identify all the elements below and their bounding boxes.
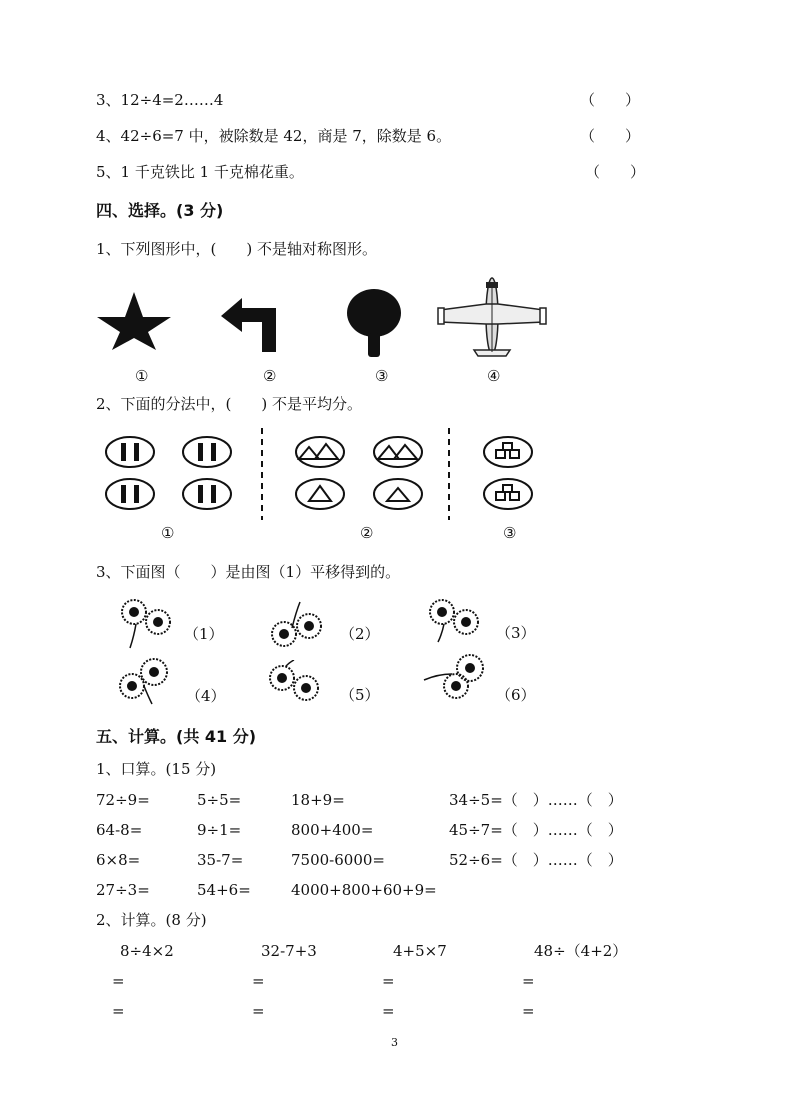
q4-1-label: ④ [487, 367, 501, 385]
flower-figure-6 [420, 652, 492, 702]
division-figures [100, 428, 540, 520]
q4-2-label: ③ [503, 524, 517, 542]
oral-calc-item: 54+6= [197, 881, 251, 899]
q4-1-label: ③ [375, 367, 389, 385]
judge-paren-4[interactable]: （ ） [580, 127, 641, 145]
oral-calc-item: 6×8= [96, 851, 141, 869]
judge-item-3: 3、12÷4=2……4 [96, 91, 224, 109]
section-5-title: 五、计算。(共 41 分) [96, 727, 257, 746]
q4-3-text: 3、下面图（ ）是由图（1）平移得到的。 [96, 563, 401, 581]
q5-1-title: 1、口算。(15 分) [96, 760, 217, 778]
q4-3-label: （4） [186, 687, 226, 705]
q4-2-text: 2、下面的分法中，( ) 不是平均分。 [96, 395, 363, 413]
judge-paren-3[interactable]: （ ） [580, 91, 641, 109]
q5-2-title: 2、计算。(8 分) [96, 911, 207, 929]
q4-3-label: （6） [496, 686, 536, 704]
calc-expression: 48÷（4+2） [534, 942, 628, 960]
flower-figure-5 [264, 660, 334, 704]
judge-paren-5[interactable]: （ ） [585, 163, 646, 181]
oral-calc-item: 4000+800+60+9= [291, 881, 437, 899]
flower-figure-4 [114, 656, 184, 706]
equals-sign: = [382, 1002, 395, 1020]
oral-calc-item: 800+400= [291, 821, 374, 839]
oral-calc-item: 7500-6000= [291, 851, 385, 869]
oral-calc-item: 72÷9= [96, 791, 150, 809]
q4-3-label: （3） [496, 624, 536, 642]
equals-sign: = [252, 1002, 265, 1020]
calc-expression: 32-7+3 [261, 942, 317, 960]
flower-figure-2 [264, 598, 334, 650]
calc-expression: 4+5×7 [393, 942, 447, 960]
equals-sign: = [522, 1002, 535, 1020]
oral-calc-item: 5÷5= [197, 791, 242, 809]
judge-item-4: 4、42÷6=7 中，被除数是 42，商是 7，除数是 6。 [96, 127, 452, 145]
equals-sign: = [112, 1002, 125, 1020]
equals-sign: = [252, 972, 265, 990]
q4-1-label: ② [263, 367, 277, 385]
q4-3-label: （1） [184, 625, 224, 643]
oral-calc-item: 27÷3= [96, 881, 150, 899]
oral-calc-item: 45÷7=（ ）……（ ） [449, 821, 623, 839]
judge-item-5: 5、1 千克铁比 1 千克棉花重。 [96, 163, 304, 181]
star-icon [94, 290, 174, 352]
q4-3-label: （2） [340, 625, 380, 643]
flower-figure-3 [422, 598, 492, 646]
oral-calc-item: 64-8= [96, 821, 143, 839]
calc-expression: 8÷4×2 [120, 942, 174, 960]
equals-sign: = [112, 972, 125, 990]
q4-1-text: 1、下列图形中，( ) 不是轴对称图形。 [96, 240, 378, 258]
q4-1-label: ① [135, 367, 149, 385]
page-number: 3 [391, 1036, 398, 1049]
oral-calc-item: 9÷1= [197, 821, 242, 839]
q4-2-label: ② [360, 524, 374, 542]
q4-2-label: ① [161, 524, 175, 542]
oral-calc-item: 18+9= [291, 791, 345, 809]
oral-calc-item: 35-7= [197, 851, 244, 869]
section-4-title: 四、选择。(3 分) [96, 201, 224, 220]
turn-left-arrow-icon [218, 294, 280, 354]
oral-calc-item: 52÷6=（ ）……（ ） [449, 851, 623, 869]
equals-sign: = [382, 972, 395, 990]
q4-3-label: （5） [340, 686, 380, 704]
equals-sign: = [522, 972, 535, 990]
oral-calc-item: 34÷5=（ ）……（ ） [449, 791, 623, 809]
airplane-icon [436, 274, 548, 360]
ping-pong-paddle-icon [343, 288, 405, 360]
